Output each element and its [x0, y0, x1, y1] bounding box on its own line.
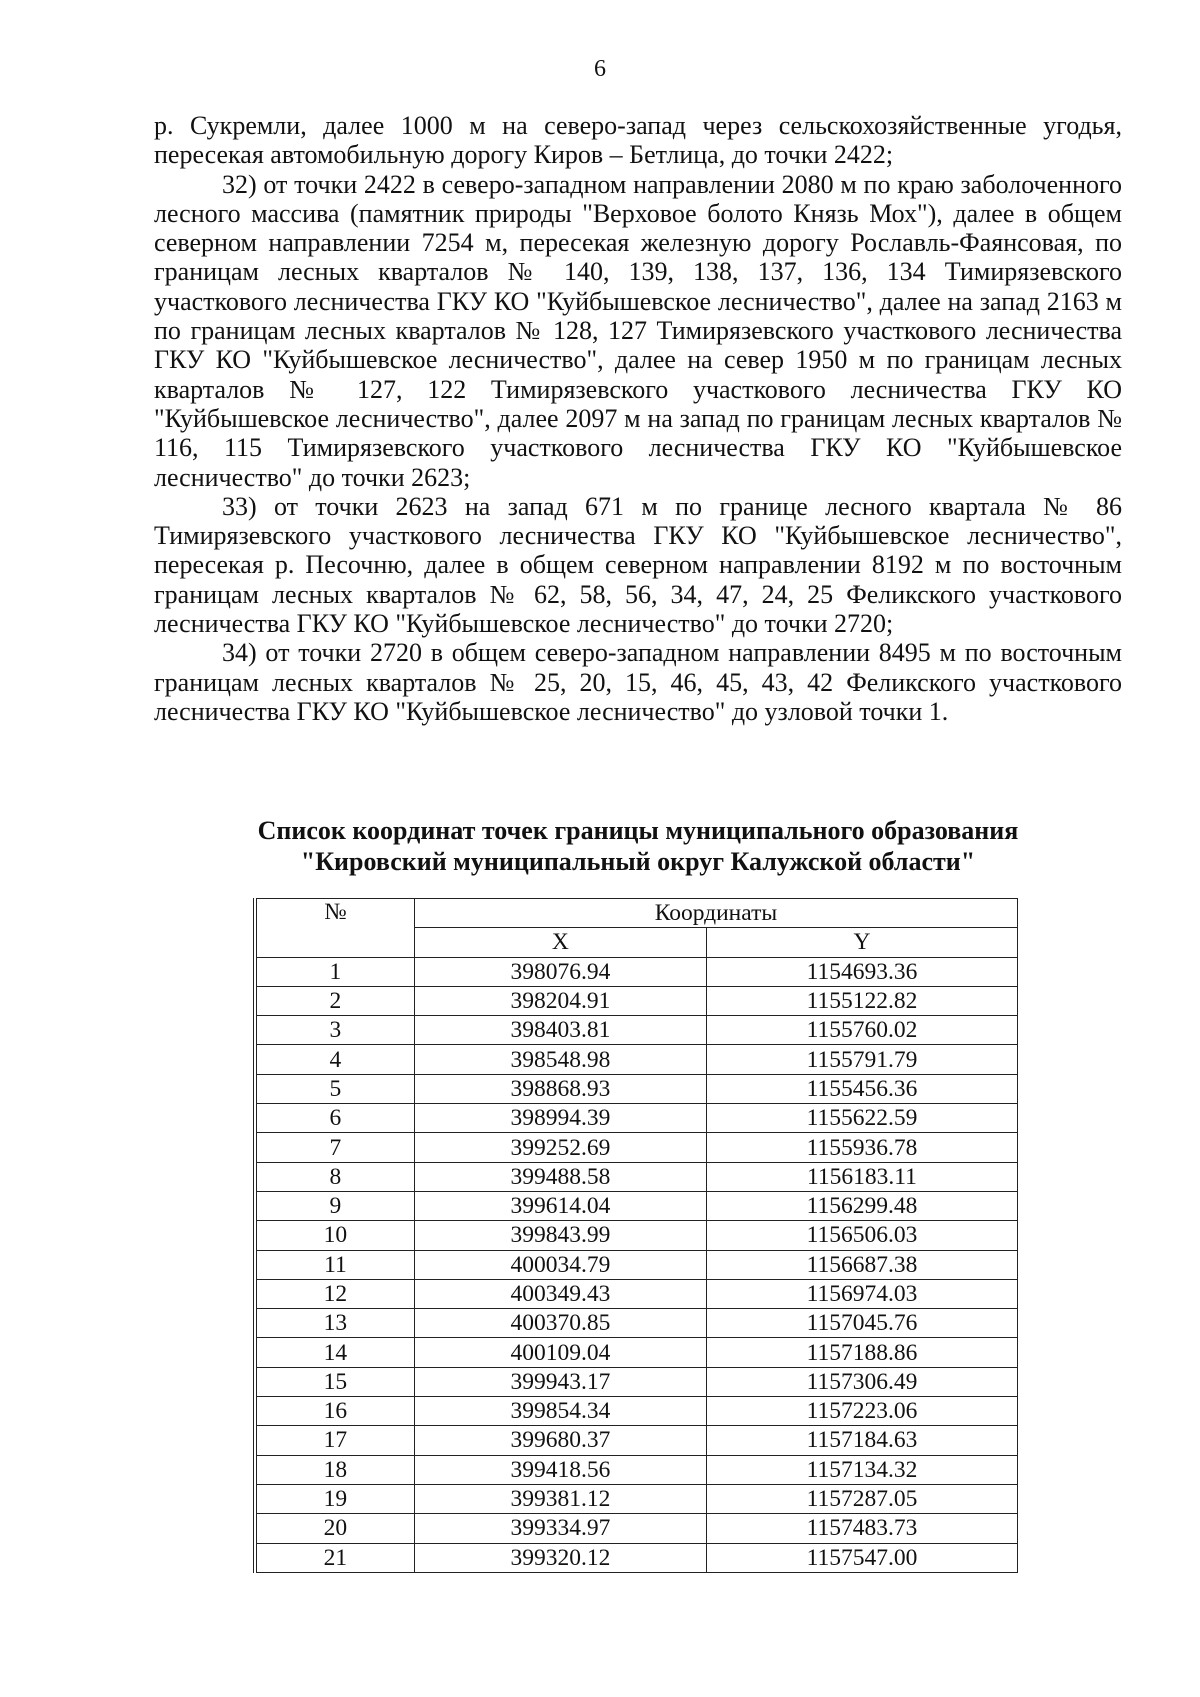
point-number-cell: 11: [255, 1250, 414, 1279]
point-number-cell: 16: [255, 1397, 414, 1426]
point-number-cell: 4: [255, 1045, 414, 1074]
y-coordinate-cell: 1155122.82: [706, 986, 1017, 1015]
header-y: Y: [706, 928, 1017, 957]
table-row: [255, 1016, 1018, 1045]
y-coordinate-cell: 1155936.78: [706, 1133, 1017, 1162]
y-coordinate-cell: 1156299.48: [706, 1191, 1017, 1220]
y-coordinate-cell: 1156506.03: [706, 1221, 1017, 1250]
point-number-cell: 21: [255, 1543, 414, 1572]
y-coordinate-cell: 1156974.03: [706, 1279, 1017, 1308]
y-coordinate-cell: 1157223.06: [706, 1397, 1017, 1426]
paragraph-33: 33) от точки 2623 на запад 671 м по границе лесного квартала № 86 Тимирязевского участкового лесничества ГКУ КО "Куйбышевское лесничество", пересекая р. Песочню, далее в общем северном направлении 8192 м по восточным границам лесных кварталов № 62, 58, 56, 34, 47, 24, 25 Феликского участкового лесничества ГКУ КО "Куйбышевское лесничество" до точки 2720;: [154, 491, 1122, 639]
table-row: [255, 1455, 1018, 1484]
table-row: [255, 1309, 1018, 1338]
table-row: [255, 1543, 1018, 1572]
table-row: [255, 1221, 1018, 1250]
y-coordinate-cell: 1157547.00: [706, 1543, 1017, 1572]
x-coordinate-cell: 398076.94: [414, 957, 706, 986]
x-coordinate-cell: 398548.98: [414, 1045, 706, 1074]
point-number-cell: 17: [255, 1426, 414, 1455]
x-coordinate-cell: 400109.04: [414, 1338, 706, 1367]
table-row: [255, 1074, 1018, 1103]
x-coordinate-cell: 399680.37: [414, 1426, 706, 1455]
point-number-cell: 7: [255, 1133, 414, 1162]
paragraph-34: 34) от точки 2720 в общем северо-западном направлении 8495 м по восточным границам лесных кварталов № 25, 20, 15, 46, 45, 43, 42 Феликского участкового лесничества ГКУ КО "Куйбышевское лесничество" до узловой точки 1.: [154, 638, 1122, 726]
point-number-cell: 14: [255, 1338, 414, 1367]
header-number: №: [255, 899, 414, 958]
x-coordinate-cell: 399334.97: [414, 1514, 706, 1543]
table-row: [255, 1514, 1018, 1543]
x-coordinate-cell: 399854.34: [414, 1397, 706, 1426]
y-coordinate-cell: 1157287.05: [706, 1484, 1017, 1513]
x-coordinate-cell: 399320.12: [414, 1543, 706, 1572]
table-row: [255, 1250, 1018, 1279]
header-x: X: [414, 928, 706, 957]
x-coordinate-cell: 399252.69: [414, 1133, 706, 1162]
y-coordinate-cell: 1155622.59: [706, 1104, 1017, 1133]
x-coordinate-cell: 398994.39: [414, 1104, 706, 1133]
coordinates-table: [253, 898, 1018, 1573]
y-coordinate-cell: 1155456.36: [706, 1074, 1017, 1103]
y-coordinate-cell: 1156183.11: [706, 1162, 1017, 1191]
body-text: [154, 111, 1122, 726]
point-number-cell: 12: [255, 1279, 414, 1308]
table-row: [255, 1133, 1018, 1162]
x-coordinate-cell: 399381.12: [414, 1484, 706, 1513]
x-coordinate-cell: 398868.93: [414, 1074, 706, 1103]
point-number-cell: 13: [255, 1309, 414, 1338]
table-row: [255, 986, 1018, 1015]
table-row: [255, 1162, 1018, 1191]
table-row: [255, 1397, 1018, 1426]
table-row: [255, 1104, 1018, 1133]
y-coordinate-cell: 1157188.86: [706, 1338, 1017, 1367]
point-number-cell: 18: [255, 1455, 414, 1484]
point-number-cell: 15: [255, 1367, 414, 1396]
x-coordinate-cell: 398204.91: [414, 986, 706, 1015]
x-coordinate-cell: 400370.85: [414, 1309, 706, 1338]
coordinates-table-body: [255, 957, 1018, 1572]
x-coordinate-cell: 399614.04: [414, 1191, 706, 1220]
table-row: [255, 1484, 1018, 1513]
table-row: [255, 957, 1018, 986]
table-row: [255, 1279, 1018, 1308]
point-number-cell: 10: [255, 1221, 414, 1250]
y-coordinate-cell: 1154693.36: [706, 957, 1017, 986]
table-row: [255, 1045, 1018, 1074]
y-coordinate-cell: 1157483.73: [706, 1514, 1017, 1543]
point-number-cell: 5: [255, 1074, 414, 1103]
y-coordinate-cell: 1155791.79: [706, 1045, 1017, 1074]
point-number-cell: 8: [255, 1162, 414, 1191]
point-number-cell: 1: [255, 957, 414, 986]
point-number-cell: 20: [255, 1514, 414, 1543]
page-number: 6: [594, 56, 606, 82]
table-row: [255, 1426, 1018, 1455]
paragraph-continuation: р. Сукремли, далее 1000 м на северо-запад через сельскохозяйственные угодья, пересекая автомобильную дорогу Киров – Бетлица, до точки 2422;: [154, 111, 1122, 170]
point-number-cell: 3: [255, 1016, 414, 1045]
x-coordinate-cell: 399488.58: [414, 1162, 706, 1191]
header-coordinates: Координаты: [414, 899, 1017, 928]
point-number-cell: 2: [255, 986, 414, 1015]
table-row: [255, 1191, 1018, 1220]
y-coordinate-cell: 1155760.02: [706, 1016, 1017, 1045]
point-number-cell: 19: [255, 1484, 414, 1513]
y-coordinate-cell: 1157306.49: [706, 1367, 1017, 1396]
x-coordinate-cell: 400349.43: [414, 1279, 706, 1308]
y-coordinate-cell: 1156687.38: [706, 1250, 1017, 1279]
table-title-line-1: Список координат точек границы муниципального образования: [257, 816, 1019, 845]
paragraph-32: 32) от точки 2422 в северо-западном направлении 2080 м по краю заболоченного лесного массива (памятник природы "Верховое болото Князь Мох"), далее в общем северном направлении 7254 м, пересекая железную дорогу Рославль-Фаянсовая, по границам лесных кварталов № 140, 139, 138, 137, 136, 134 Тимирязевского участкового лесничества ГКУ КО "Куйбышевское лесничество", далее на запад 2163 м по границам лесных кварталов № 128, 127 Тимирязевского участкового лесничества ГКУ КО "Куйбышевское лесничество", далее на север 1950 м по границам лесных кварталов № 127, 122 Тимирязевского участкового лесничества ГКУ КО "Куйбышевское лесничество", далее 2097 м на запад по границам лесных кварталов № 116, 115 Тимирязевского участкового лесничества ГКУ КО "Куйбышевское лесничество" до точки 2623;: [154, 169, 1122, 492]
x-coordinate-cell: 400034.79: [414, 1250, 706, 1279]
x-coordinate-cell: 398403.81: [414, 1016, 706, 1045]
y-coordinate-cell: 1157184.63: [706, 1426, 1017, 1455]
x-coordinate-cell: 399843.99: [414, 1221, 706, 1250]
table-title-line-2: "Кировский муниципальный округ Калужской области": [300, 847, 976, 876]
point-number-cell: 6: [255, 1104, 414, 1133]
x-coordinate-cell: 399418.56: [414, 1455, 706, 1484]
y-coordinate-cell: 1157045.76: [706, 1309, 1017, 1338]
point-number-cell: 9: [255, 1191, 414, 1220]
table-row: [255, 1367, 1018, 1396]
x-coordinate-cell: 399943.17: [414, 1367, 706, 1396]
y-coordinate-cell: 1157134.32: [706, 1455, 1017, 1484]
table-row: [255, 1338, 1018, 1367]
table-title: [154, 815, 1122, 877]
